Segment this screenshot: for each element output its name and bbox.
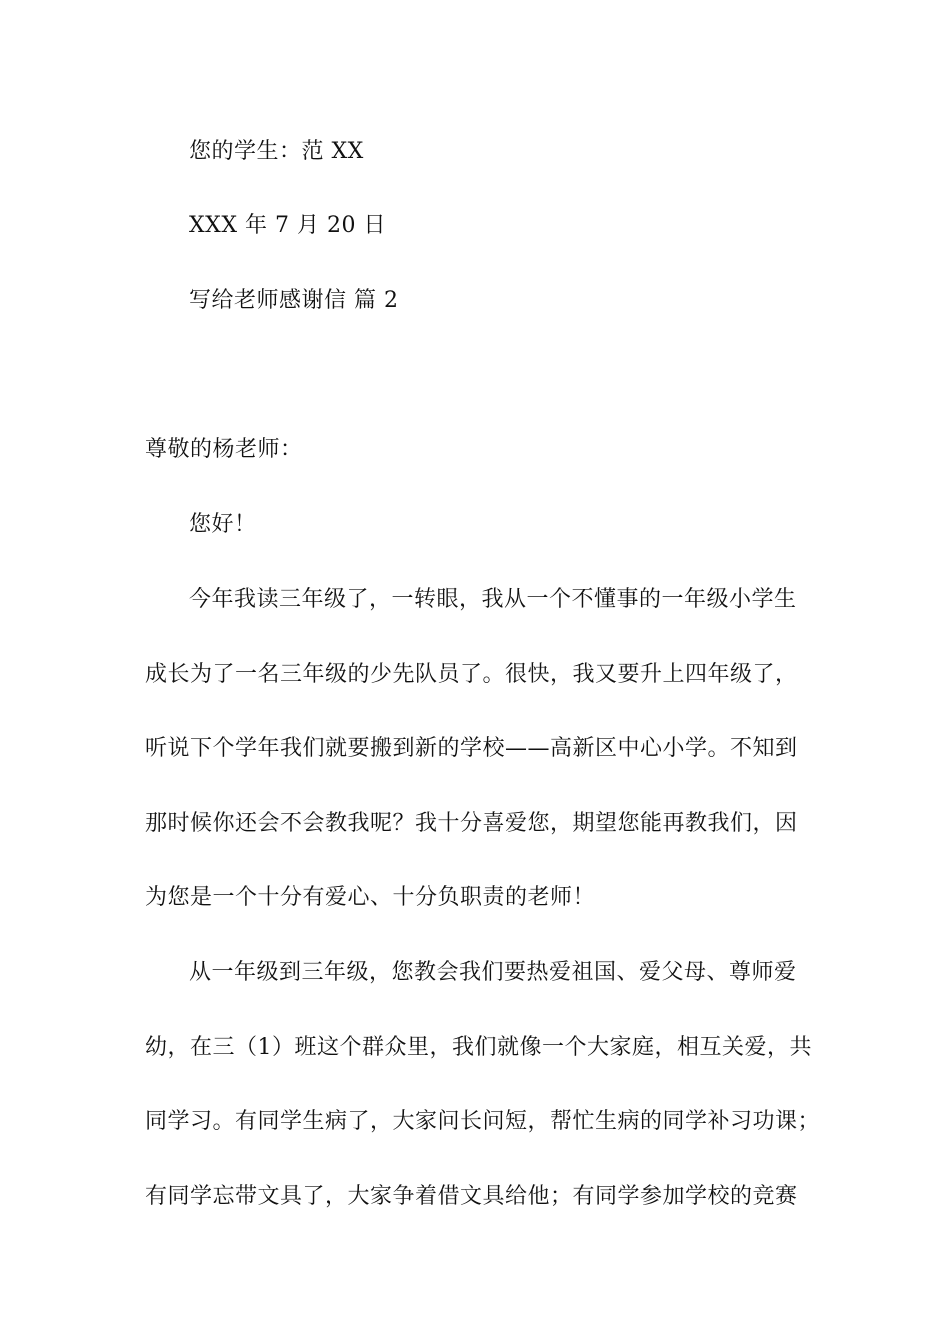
paragraph-line: 那时候你还会不会教我呢？我十分喜爱您，期望您能再教我们，因	[145, 811, 798, 836]
signature-line: 您的学生：范 XX	[189, 139, 364, 164]
paragraph-line: 成长为了一名三年级的少先队员了。很快，我又要升上四年级了，	[145, 662, 798, 687]
paragraph-line: 今年我读三年级了，一转眼，我从一个不懂事的一年级小学生	[189, 587, 797, 612]
section-heading: 写给老师感谢信 篇 2	[189, 288, 399, 313]
paragraph-line: 听说下个学年我们就要搬到新的学校——高新区中心小学。不知到	[145, 736, 798, 761]
paragraph-line: 从一年级到三年级，您教会我们要热爱祖国、爱父母、尊师爱	[189, 960, 797, 985]
salutation: 尊敬的杨老师：	[145, 437, 303, 462]
paragraph-line: 同学习。有同学生病了，大家问长问短，帮忙生病的同学补习功课；	[145, 1109, 821, 1134]
paragraph-line: 有同学忘带文具了，大家争着借文具给他；有同学参加学校的竞赛	[145, 1184, 798, 1209]
paragraph-line: 幼，在三（1）班这个群众里，我们就像一个大家庭，相互关爱，共	[145, 1035, 812, 1060]
date-line: XXX 年 7 月 20 日	[189, 213, 386, 238]
greeting: 您好！	[189, 512, 257, 537]
paragraph-line: 为您是一个十分有爱心、十分负职责的老师！	[145, 885, 596, 910]
